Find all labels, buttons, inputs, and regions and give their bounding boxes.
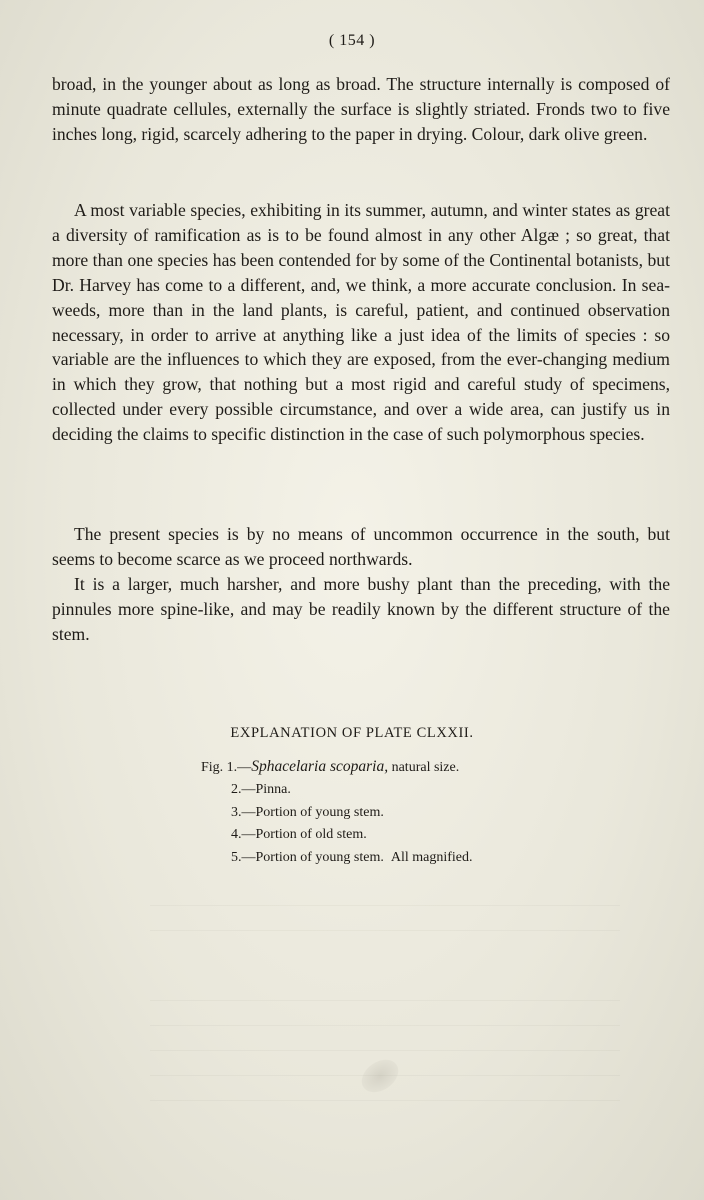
- show-through-line: [150, 930, 620, 931]
- paragraph-variability: [52, 198, 670, 447]
- page-number: ( 154 ): [328, 32, 376, 49]
- plate-explanation-heading: EXPLANATION OF PLATE CLXXII.: [230, 725, 474, 741]
- paragraph-2: A most variable species, exhibiting in its summer, autumn, and winter states as great a diversity of ramification as is to be found almost in any other Algæ ; so great, that more than one species has been contended for by some of the Continental botanists, but Dr. Harvey has come to a different, and, we think, a more accurate conclusion. In sea-weeds, more than in the land plants, is careful, patient, and continued observation necessary, in order to arrive at anything like a just idea of the limits of species : so variable are the influences to which they are exposed, from the ever-changing medium in which they grow, that nothing but a most rigid and careful study of specimens, collected under every possible circumstance, and over a wide area, can justify us in deciding the claims to specific distinction in the case of such polymorphous species.: [52, 200, 670, 445]
- figure-3-caption: 3.—Portion of young stem.: [231, 804, 384, 820]
- figure-2-caption: 2.—Pinna.: [231, 782, 291, 798]
- figure-5-text: 5.—Portion of young stem.: [231, 849, 384, 865]
- figure-5-note: All magnified.: [390, 849, 473, 865]
- paper-smudge: [356, 1053, 405, 1099]
- paragraph-comparison: [52, 572, 670, 647]
- figure-1-prefix: Fig. 1.—: [201, 760, 252, 775]
- show-through-line: [150, 1025, 620, 1026]
- paragraph-occurrence: [52, 522, 670, 572]
- paragraph-1: broad, in the younger about as long as broad. The structure internally is composed of minute quadrate cellules, externally the surface is slightly striated. Fronds two to five inches long, rigid, scarcely adhering to the paper in drying. Colour, dark olive green.: [52, 74, 670, 144]
- figure-1-suffix: natural size.: [388, 760, 460, 775]
- figure-4-caption: 4.—Portion of old stem.: [231, 827, 367, 843]
- show-through-line: [150, 1050, 620, 1051]
- show-through-line: [150, 1000, 620, 1001]
- plate-explanation-list: [201, 756, 473, 869]
- paragraph-continuation: [52, 72, 670, 147]
- show-through-line: [150, 905, 620, 906]
- paragraph-4: It is a larger, much harsher, and more bushy plant than the preceding, with the pinnules more spine-like, and may be readily known by the different structure of the stem.: [52, 574, 670, 644]
- show-through-line: [150, 1100, 620, 1101]
- paragraph-3: The present species is by no means of uncommon occurrence in the south, but seems to become scarce as we proceed northwards.: [52, 524, 670, 569]
- figure-1-caption: [201, 756, 473, 779]
- figure-5-caption: [201, 847, 473, 869]
- figure-1-species: Sphacelaria scoparia,: [251, 758, 389, 775]
